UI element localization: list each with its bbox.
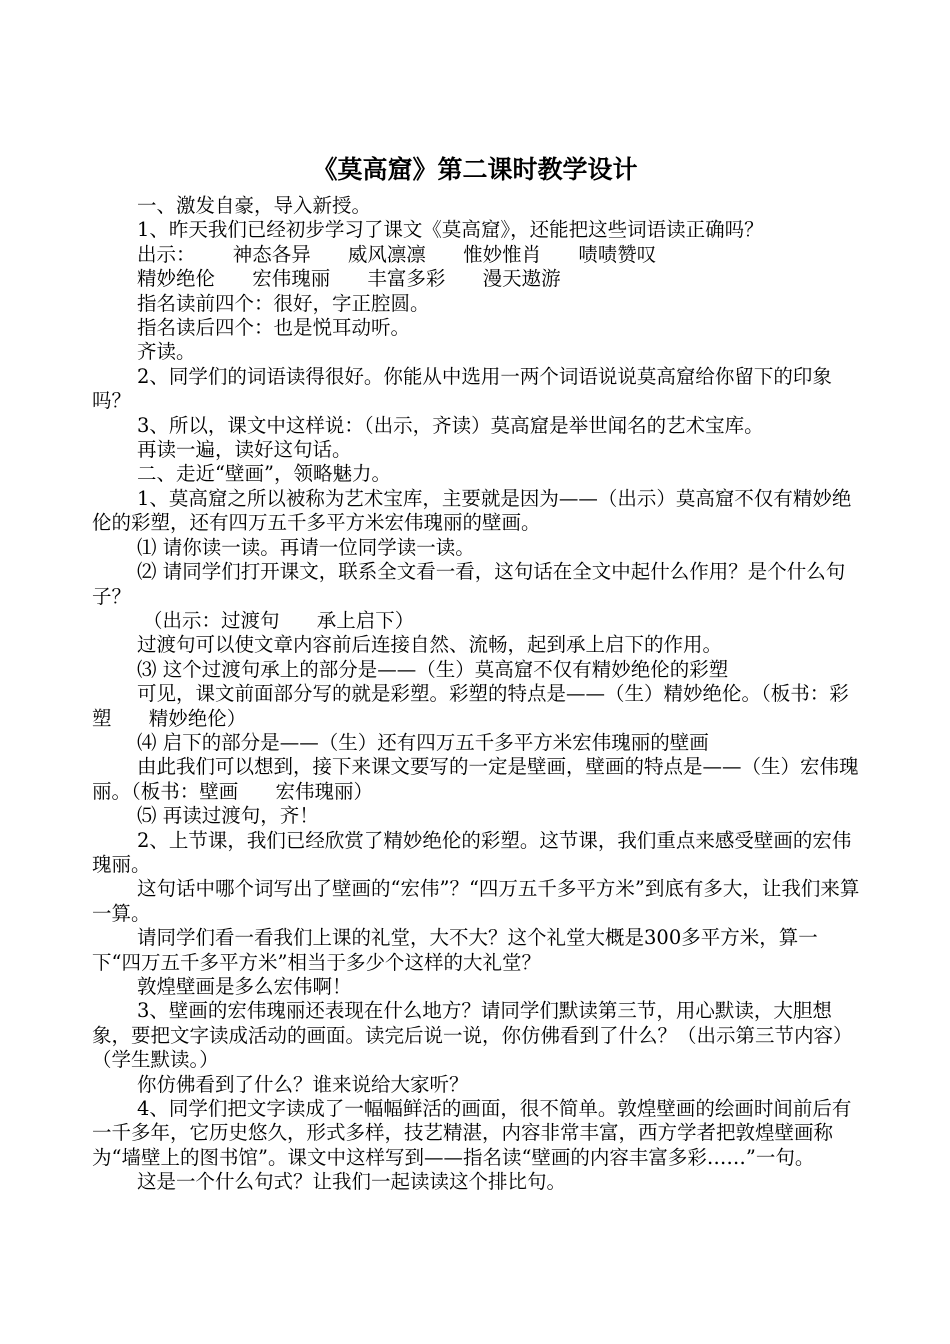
paragraph: ⑶ 这个过渡句承上的部分是——（生）莫高窟不仅有精妙绝伦的彩塑 — [137, 657, 729, 681]
document-body — [92, 194, 862, 1195]
paragraph: ⑷ 启下的部分是——（生）还有四万五千多平方米宏伟瑰丽的壁画 — [137, 730, 709, 754]
paragraph: 这句话中哪个词写出了壁画的“宏伟”？“四万五千多平方米”到底有多大，让我们来算一算。 — [92, 877, 860, 925]
paragraph: ⑵ 请同学们打开课文，联系全文看一看，这句话在全文中起什么作用？是个什么句子？ — [92, 560, 846, 608]
paragraph: 1、昨天我们已经初步学习了课文《莫高窟》，还能把这些词语读正确吗？ — [137, 218, 764, 242]
paragraph: ⑸ 再读过渡句，齐！ — [137, 804, 319, 828]
paragraph: 敦煌壁画是多么宏伟啊！ — [137, 975, 352, 998]
paragraph: 再读一遍，读好这句话。 — [137, 438, 352, 462]
paragraph: 3、壁画的宏伟瑰丽还表现在什么地方？请同学们默读第三节，用心默读，大胆想象，要把文字读成活动的画面。读完后说一说，你仿佛看到了什么？（出示第三节内容）（学生默读。） — [92, 999, 853, 1072]
paragraph: 指名读后四个：也是悦耳动听。 — [137, 316, 411, 340]
paragraph: 请同学们看一看我们上课的礼堂，大不大？这个礼堂大概是300多平方米，算一下“四万五千多平方米”相当于多少个这样的大礼堂？ — [92, 926, 818, 974]
section-heading: 二、走近“壁画”，领略魅力。 — [137, 462, 391, 486]
paragraph: 由此我们可以想到，接下来课文要写的一定是壁画，壁画的特点是——（生）宏伟瑰丽。（板书：壁画 宏伟瑰丽） — [92, 755, 859, 803]
paragraph: 齐读。 — [137, 340, 196, 364]
paragraph: 4、同学们把文字读成了一幅幅鲜活的画面，很不简单。敦煌壁画的绘画时间前后有一千多年，它历史悠久，形式多样，技艺精湛，内容非常丰富，西方学者把敦煌壁画称为“墙壁上的图书馆”。课文中这样写到——指名读“壁画的内容丰富多彩……”一句。 — [92, 1097, 852, 1169]
word-list-line: 出示： 神态各异 威风凛凛 惟妙惟肖 啧啧赞叹 — [137, 242, 657, 266]
paragraph: 指名读前四个：很好，字正腔圆。 — [137, 291, 430, 315]
paragraph: 可见，课文前面部分写的就是彩塑。彩塑的特点是——（生）精妙绝伦。（板书：彩塑 精妙绝伦） — [92, 682, 849, 730]
paragraph: 这是一个什么句式？让我们一起读读这个排比句。 — [137, 1170, 567, 1194]
word-list-line: 精妙绝伦 宏伟瑰丽 丰富多彩 漫天遨游 — [137, 267, 561, 291]
paragraph: 2、同学们的词语读得很好。你能从中选用一两个词语说说莫高窟给你留下的印象吗？ — [92, 364, 832, 413]
paragraph: ⑴ 请你读一读。再请一位同学读一读。 — [137, 535, 475, 559]
paragraph: （出示：过渡句 承上启下） — [143, 608, 415, 632]
paragraph: 1、莫高窟之所以被称为艺术宝库，主要就是因为——（出示）莫高窟不仅有精妙绝伦的彩塑，还有四万五千多平方米宏伟瑰丽的壁画。 — [92, 486, 852, 535]
section-heading: 一、激发自豪，导入新授。 — [137, 194, 372, 217]
paragraph: 过渡句可以使文章内容前后连接自然、流畅，起到承上启下的作用。 — [137, 633, 723, 657]
paragraph: 你仿佛看到了什么？谁来说给大家听？ — [137, 1072, 469, 1096]
paragraph: 2、上节课，我们已经欣赏了精妙绝伦的彩塑。这节课，我们重点来感受壁画的宏伟瑰丽。 — [92, 828, 852, 876]
document-title: 《莫高窟》第二课时教学设计 — [312, 155, 638, 184]
paragraph: 3、所以，课文中这样说：（出示，齐读）莫高窟是举世闻名的艺术宝库。 — [137, 413, 764, 437]
